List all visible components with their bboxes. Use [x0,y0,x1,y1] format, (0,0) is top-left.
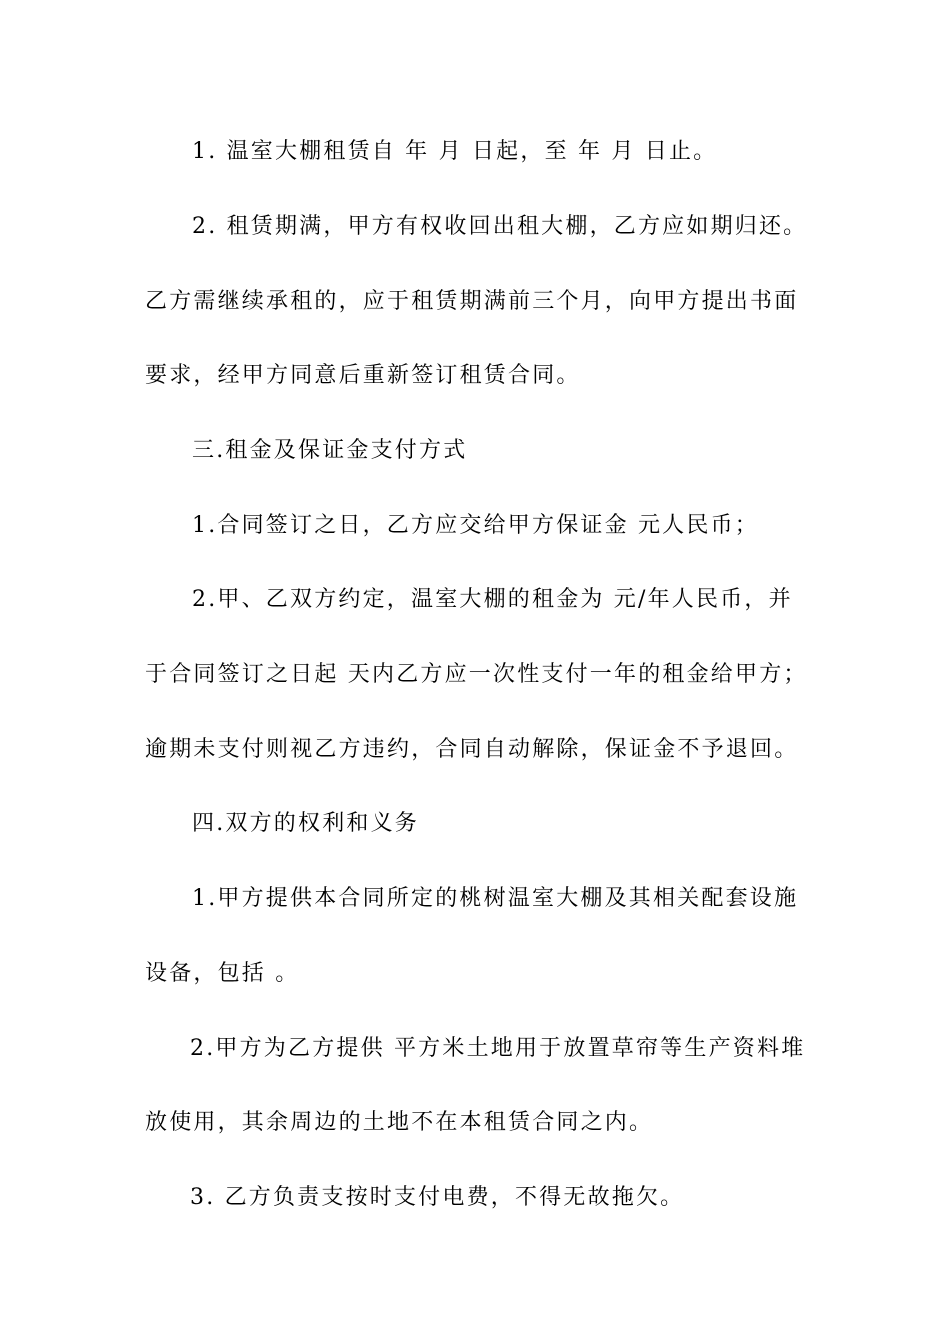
paragraph-line: 于合同签订之日起 天内乙方应一次性支付一年的租金给甲方； [145,662,808,687]
paragraph-line: 2.甲方为乙方提供 平方米土地用于放置草帘等生产资料堆 [190,1036,806,1061]
section-heading: 三.租金及保证金支付方式 [192,438,468,463]
paragraph-line: 放使用，其余周边的土地不在本租赁合同之内。 [145,1110,654,1135]
paragraph-line: 设备，包括 。 [145,961,300,986]
paragraph-line: 乙方需继续承租的，应于租赁期满前三个月，向甲方提出书面 [145,289,799,314]
paragraph-line: 1.合同签订之日，乙方应交给甲方保证金 元人民币； [192,513,759,538]
paragraph-line: 要求，经甲方同意后重新签订租赁合同。 [145,363,581,388]
paragraph-line: 2.甲、乙双方约定，温室大棚的租金为 元/年人民币，并 [192,587,793,612]
paragraph-line: 1. 温室大棚租赁自 年 月 日起，至 年 月 日止。 [192,139,718,164]
paragraph-line: 2. 租赁期满，甲方有权收回出租大棚，乙方应如期归还。 [192,214,808,239]
paragraph-line: 逾期未支付则视乙方违约，合同自动解除，保证金不予退回。 [145,737,799,762]
paragraph-line: 3. 乙方负责支按时支付电费，不得无故拖欠。 [190,1185,685,1210]
section-heading: 四.双方的权利和义务 [192,811,419,836]
paragraph-line: 1.甲方提供本合同所定的桃树温室大棚及其相关配套设施 [192,886,799,911]
